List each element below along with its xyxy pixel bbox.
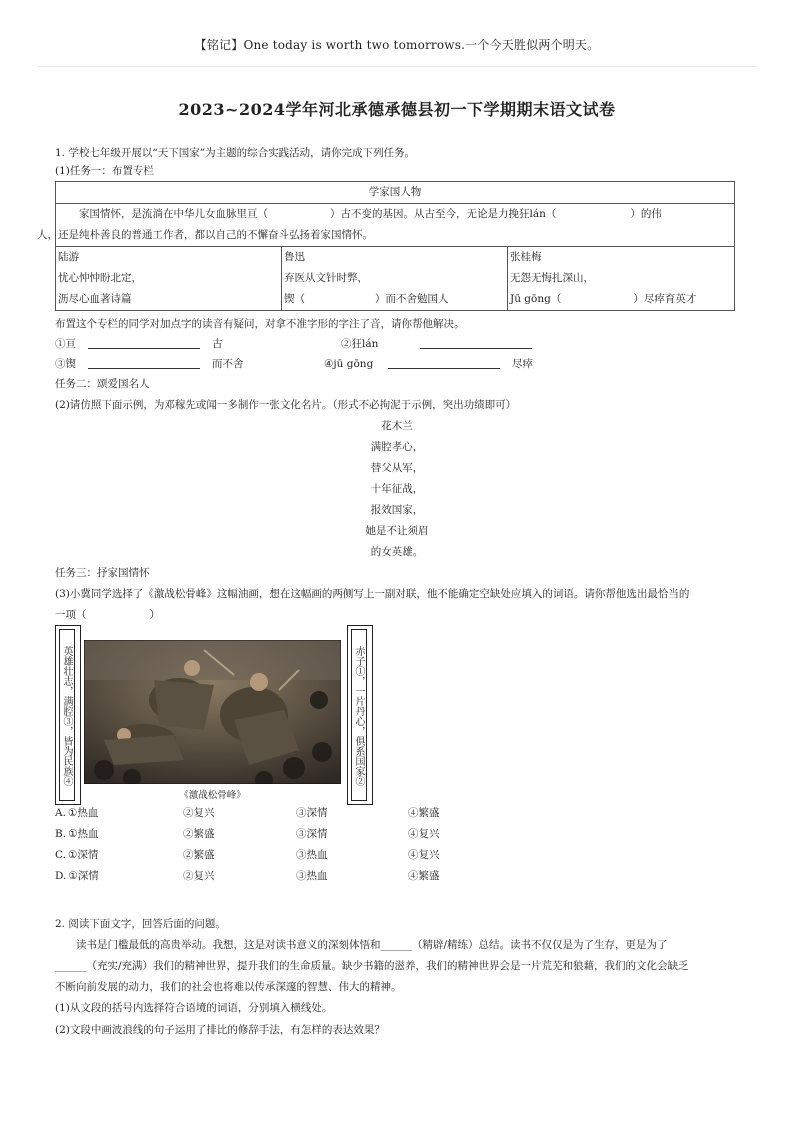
- option-c[interactable]: C. ①深情: [55, 849, 99, 861]
- poem-line-5: 报效国家，: [370, 504, 424, 516]
- answer-blank-4[interactable]: [388, 357, 500, 369]
- person-cell-zhang-guimei: 张桂梅 无怨无悔扎深山， Jū gōng（ ）尽瘁育英才: [508, 247, 735, 311]
- q1-stem: 1. 学校七年级开展以“天下国家”为主题的综合实践活动，请你完成下列任务。: [55, 147, 416, 159]
- option-c-3: ③热血: [296, 849, 328, 861]
- option-b[interactable]: B. ①热血: [55, 828, 99, 840]
- q1-task3-prompt-1: (3)小冀同学选择了《激战松骨峰》这幅油画，想在这幅画的两侧写上一副对联，他不能确定空缺处应填入的词语。请你帮他选出最恰当的: [55, 588, 690, 600]
- person-cell-lu-xun: 鲁迅 弃医从文针时弊， 锲（ ）而不舍勉国人: [282, 247, 508, 311]
- blank-label-2: ②狂lán: [341, 338, 379, 350]
- option-d[interactable]: D. ①深情: [55, 870, 99, 882]
- header-divider: [38, 66, 756, 67]
- poem-line-6: 她是不让须眉: [365, 525, 429, 537]
- blank-label-1: ①亘: [55, 338, 76, 350]
- poem-line-4: 十年征战，: [370, 483, 424, 495]
- option-b-2: ②繁盛: [183, 828, 215, 840]
- battle-painting-svg: [84, 640, 341, 784]
- blank-after-1: 古: [212, 338, 223, 350]
- painting-caption: 《激战松骨峰》: [179, 790, 246, 801]
- poem-line-2: 满腔孝心，: [370, 441, 424, 453]
- option-d-3: ③热血: [296, 870, 328, 882]
- q2-para-line-1: 读书是门槛最低的高贵举动。我想，这是对读书意义的深刻体悟和______（精辟/精练）总结。读书不仅仅是为了生存，更是为了: [76, 939, 668, 951]
- answer-blank-3[interactable]: [88, 357, 200, 369]
- blank-after-3: 而不舍: [212, 358, 244, 370]
- q2-para-line-3: 不断向前发展的动力，我们的社会也将难以传承深邃的智慧、伟大的精神。: [55, 981, 402, 993]
- poster-heading: 学家国人物: [56, 182, 735, 204]
- option-b-4: ④复兴: [408, 828, 440, 840]
- option-c-2: ②繁盛: [183, 849, 215, 861]
- option-b-3: ③深情: [296, 828, 328, 840]
- poem-line-7: 的女英雄。: [370, 546, 424, 558]
- couplet-left: 英雄壮志，满腔③，皆为民族④: [59, 629, 75, 801]
- option-a[interactable]: A. ①热血: [55, 807, 99, 819]
- poster-intro: 家国情怀，是流淌在中华儿女血脉里亘（ ）古不变的基因。从古至今，无论是力挽狂lán（ ）的伟 人，还是纯朴善良的普通工作者，都以自己的不懈奋斗弘扬着家国情怀。: [56, 204, 735, 247]
- poem-line-3: 替父从军，: [370, 462, 424, 474]
- q2-sub-1: (1)从文段的括号内选择符合语境的词语，分别填入横线处。: [55, 1002, 333, 1014]
- answer-blank-1[interactable]: [88, 337, 200, 349]
- answer-blank-2[interactable]: [420, 337, 532, 349]
- motto-banner: 【铭记】One today is worth two tomorrows.一个今天胜似两个明天。: [194, 38, 600, 52]
- q1-task2-label: 任务二：颂爱国名人: [55, 378, 150, 390]
- q1-task3-prompt-2: 一项（ ）: [55, 609, 160, 621]
- person-cell-lu-you: 陆游 忧心忡忡盼北定， 沥尽心血著诗篇: [56, 247, 282, 311]
- q1-task3-label: 任务三：抒家国情怀: [55, 567, 150, 579]
- exam-title: 2023~2024学年河北承德承德县初一下学期期末语文试卷: [178, 100, 616, 119]
- blank-after-4: 尽瘁: [512, 358, 533, 370]
- painting-image: [84, 640, 341, 784]
- option-a-4: ④繁盛: [408, 807, 440, 819]
- q1-task2-prompt: (2)请仿照下面示例，为邓稼先或闻一多制作一张文化名片。（形式不必拘泥于示例，突出功绩即可）: [55, 399, 517, 411]
- couplet-right-frame: [347, 625, 373, 805]
- poster-table: [37, 181, 735, 311]
- option-d-2: ②复兴: [183, 870, 215, 882]
- option-c-4: ④复兴: [408, 849, 440, 861]
- option-a-3: ③深情: [296, 807, 328, 819]
- q2-stem: 2. 阅读下面文字，回答后面的问题。: [55, 918, 226, 930]
- couplet-left-frame: [55, 625, 81, 805]
- option-d-4: ④繁盛: [408, 870, 440, 882]
- blank-label-4: ④jū gōng: [324, 358, 374, 370]
- blank-label-3: ③锲: [55, 358, 76, 370]
- q2-sub-2: (2)文段中画波浪线的句子运用了排比的修辞手法，有怎样的表达效果？: [55, 1024, 385, 1036]
- q1-task1-label: (1)任务一：布置专栏: [55, 165, 154, 177]
- q2-para-line-2: ______（充实/充满）我们的精神世界，提升我们的生命质量。缺少书籍的滋养，我们的精神世界会是一片荒芜和狼藉，我们的文化会缺乏: [55, 960, 689, 972]
- option-a-2: ②复兴: [183, 807, 215, 819]
- couplet-right: 赤子①，一片丹心，俱系国家②: [351, 629, 367, 801]
- q1-instruction: 布置这个专栏的同学对加点字的读音有疑问，对拿不准字形的字注了音，请你帮他解决。: [55, 318, 465, 330]
- poem-line-1: 花木兰: [381, 420, 413, 432]
